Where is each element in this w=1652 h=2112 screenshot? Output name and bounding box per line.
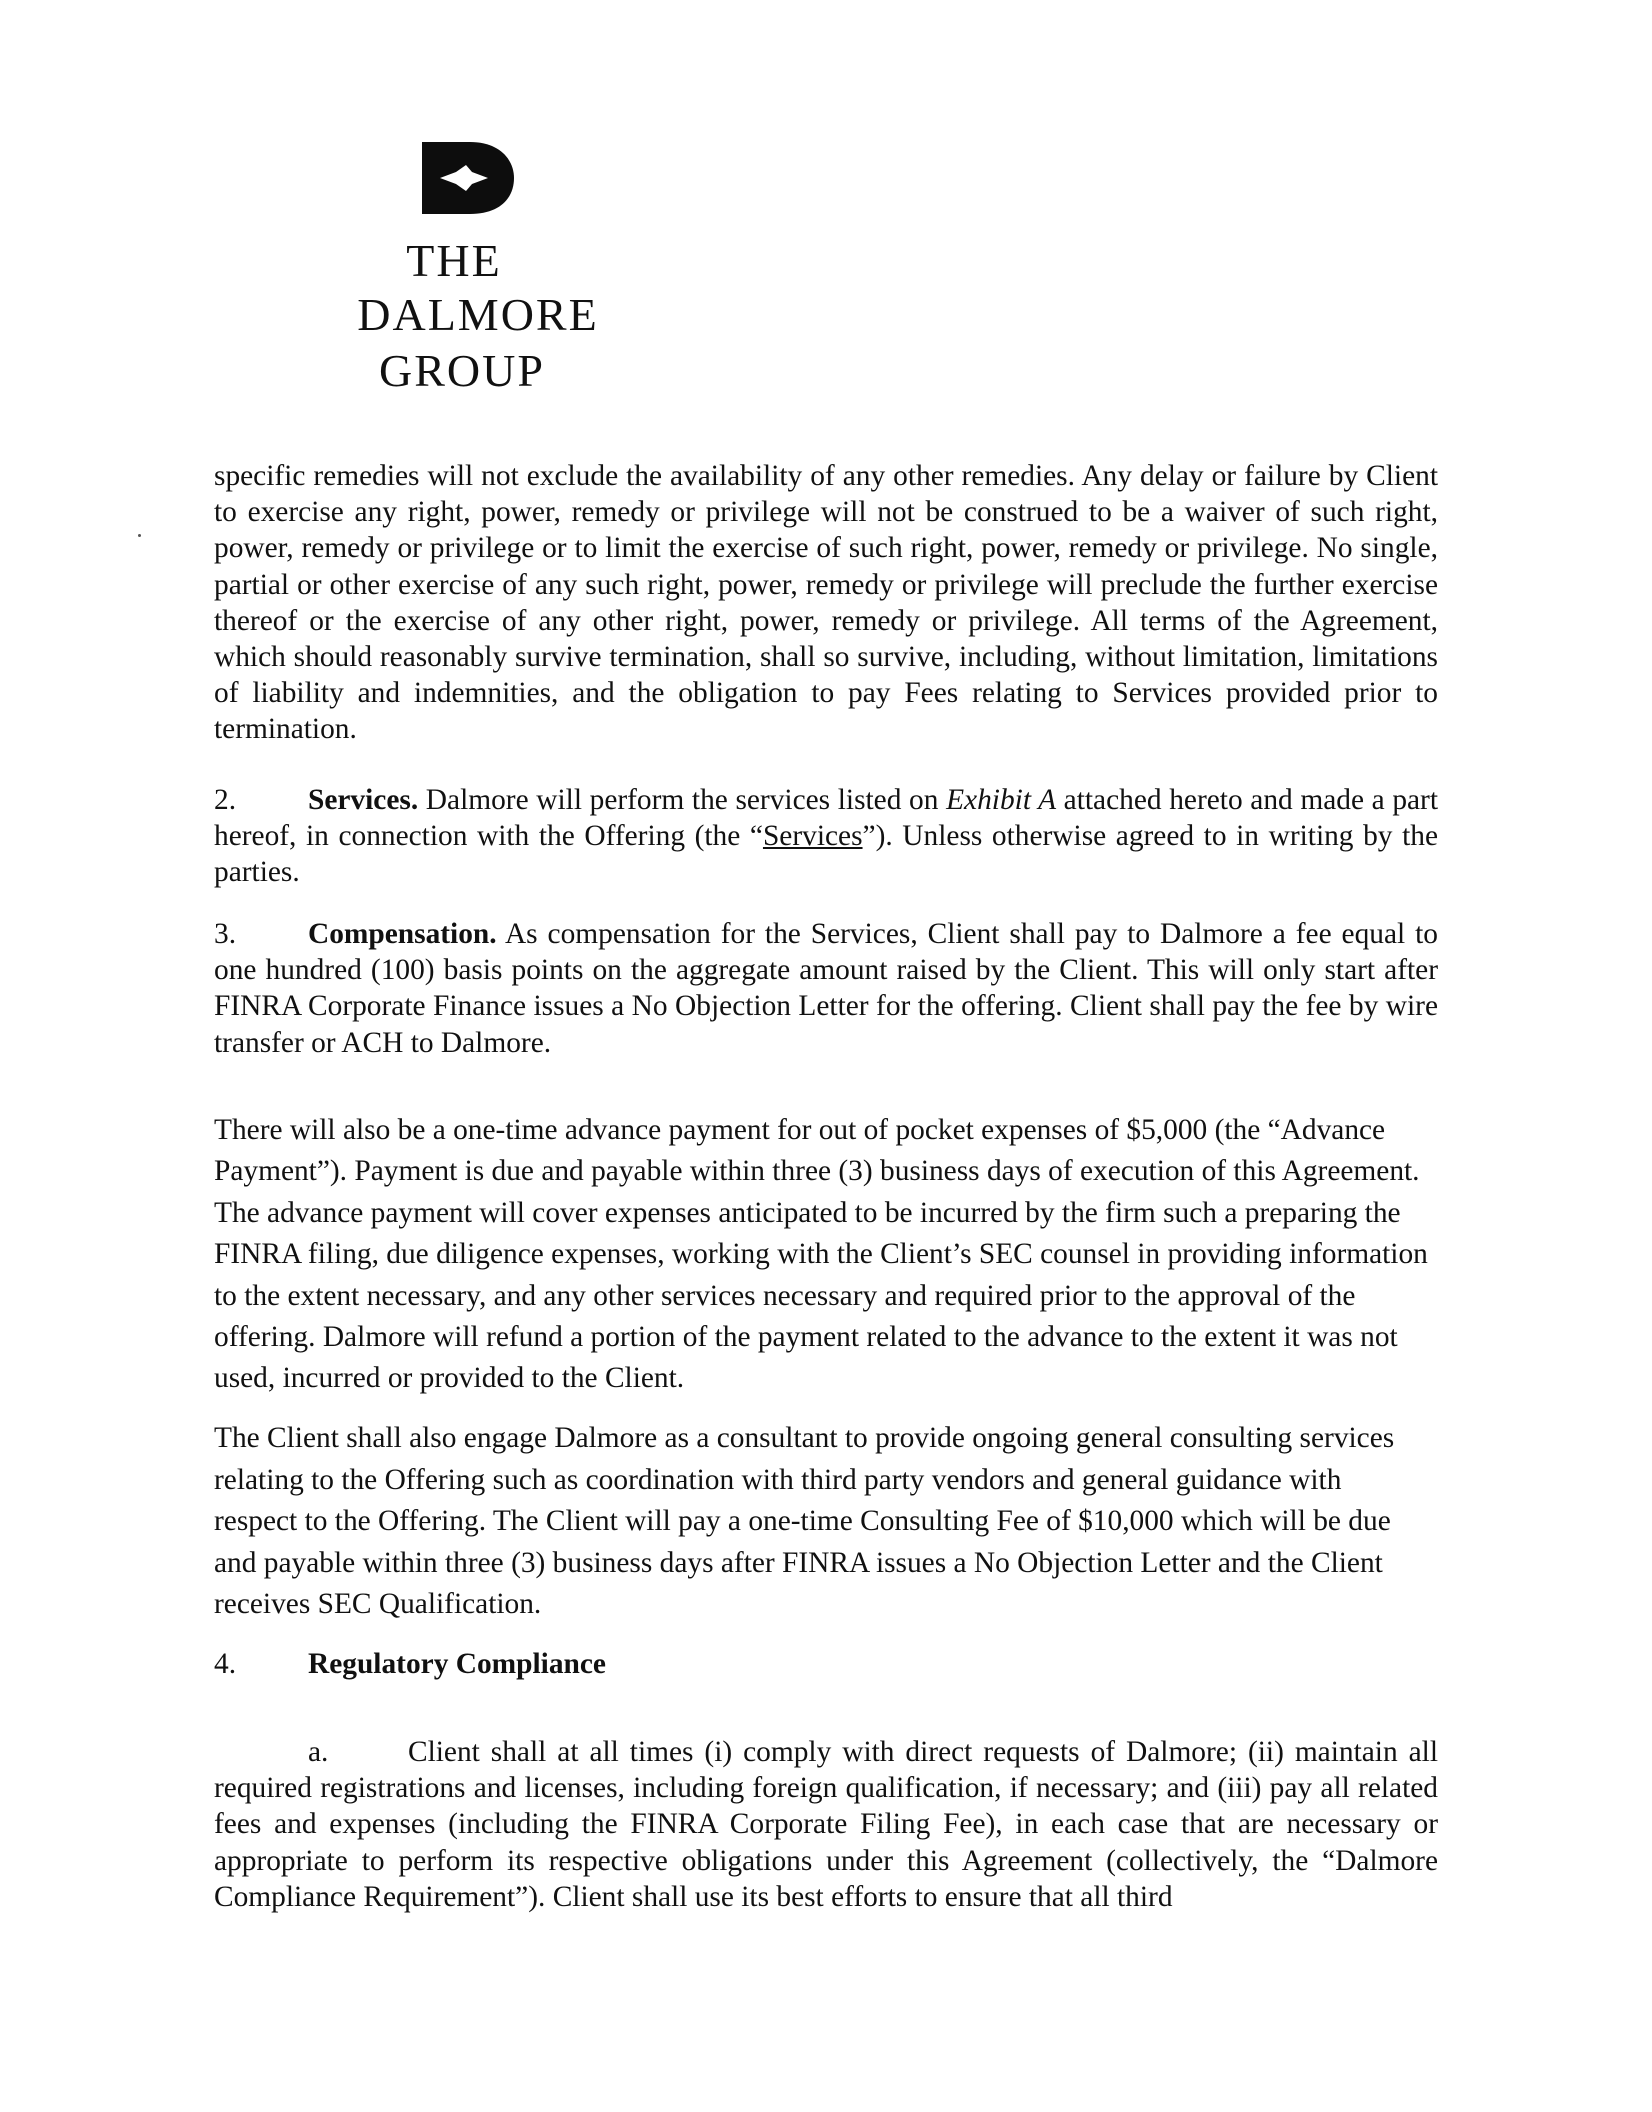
consulting-text: The Client shall also engage Dalmore as a consultant to provide ongoing general consulting services relating to the Offering such as coordination with third party vendors and general guidance with respect to the Offering. The Client will pay a one-time Consulting Fee of $10,000 which will be due and payable within three (3) business days after FINRA issues a No Objection Letter and the Client receives SEC Qualification. bbox=[214, 1422, 1395, 1621]
section-number: 3. bbox=[214, 918, 237, 950]
exhibit-reference: Exhibit A bbox=[946, 784, 1057, 816]
scan-speck bbox=[138, 534, 141, 537]
logo-line-the: THE bbox=[406, 235, 502, 286]
section-title: Services. bbox=[308, 784, 419, 816]
continuation-text: specific remedies will not exclude the availability of any other remedies. Any delay or failure by Client to exercise any right, power, remedy or privilege will not be construed to be a waiver of such right, power, remedy or privilege or to limit the exercise of such right, power, remedy or privilege. No single, partial or other exercise of any such right, power, remedy or privilege will preclude the further exercise thereof or the exercise of any other right, power, remedy or privilege. All terms of the Agreement, which should reasonably survive termination, shall so survive, including, without limitation, limitations of liability and indemnities, and the obligation to pay Fees relating to Services provided prior to termination. bbox=[214, 460, 1438, 746]
regulatory-item-a bbox=[214, 1734, 1438, 1915]
compensation-section bbox=[214, 916, 1438, 1061]
advance-payment-text: There will also be a one-time advance payment for out of pocket expenses of $5,000 (the “Advance Payment”). Payment is due and payable within three (3) business days of execution of this Agreement. The advance payment will cover expenses anticipated to be incurred by the firm such a preparing the FINRA filing, due diligence expenses, working with the Client’s SEC counsel in providing information to the extent necessary, and any other services necessary and required prior to the approval of the offering. Dalmore will refund a portion of the payment related to the advance to the extent it was not used, incurred or provided to the Client. bbox=[214, 1114, 1428, 1395]
item-label: a. bbox=[308, 1736, 329, 1768]
compensation-text: As compensation for the Services, Client shall pay to Dalmore a fee equal to one hundred (100) basis points on the aggregate amount raised by the Client. This will only start after FINRA Corporate Finance issues a No Objection Letter for the offering. Client shall pay the fee by wire transfer or ACH to Dalmore. bbox=[214, 918, 1438, 1059]
section-number: 4. bbox=[214, 1648, 237, 1680]
item-a-text: Client shall at all times (i) comply with direct requests of Dalmore; (ii) maintain all required registrations and licenses, including foreign qualification, if necessary; and (iii) pay all related fees and expenses (including the FINRA Corporate Filing Fee), in each case that are necessary or appropriate to perform its respective obligations under this Agreement (collectively, the “Dalmore Compliance Requirement”). Client shall use its best efforts to ensure that all third bbox=[214, 1736, 1438, 1913]
services-text-b: attached hereto and made a part hereof, in connection with the Offering (the “ bbox=[214, 784, 1439, 853]
logo-line-group: GROUP bbox=[379, 345, 545, 396]
defined-term-services: Services bbox=[762, 820, 863, 853]
section-title: Regulatory Compliance bbox=[308, 1648, 606, 1680]
services-text-a: Dalmore will perform the services listed on bbox=[418, 784, 947, 816]
services-section bbox=[214, 782, 1438, 891]
dalmore-d-logo-icon bbox=[418, 138, 518, 218]
dalmore-logo bbox=[310, 138, 630, 398]
logo-line-dalmore: DALMORE bbox=[357, 289, 599, 340]
services-text-c: ”). Unless otherwise agreed to in writing by the parties. bbox=[214, 820, 1438, 889]
consulting-paragraph bbox=[214, 1418, 1429, 1626]
regulatory-heading bbox=[214, 1646, 1438, 1682]
section-number: 2. bbox=[214, 784, 237, 816]
advance-payment-paragraph bbox=[214, 1110, 1429, 1400]
continuation-paragraph bbox=[214, 458, 1438, 748]
section-title: Compensation. bbox=[308, 918, 497, 950]
